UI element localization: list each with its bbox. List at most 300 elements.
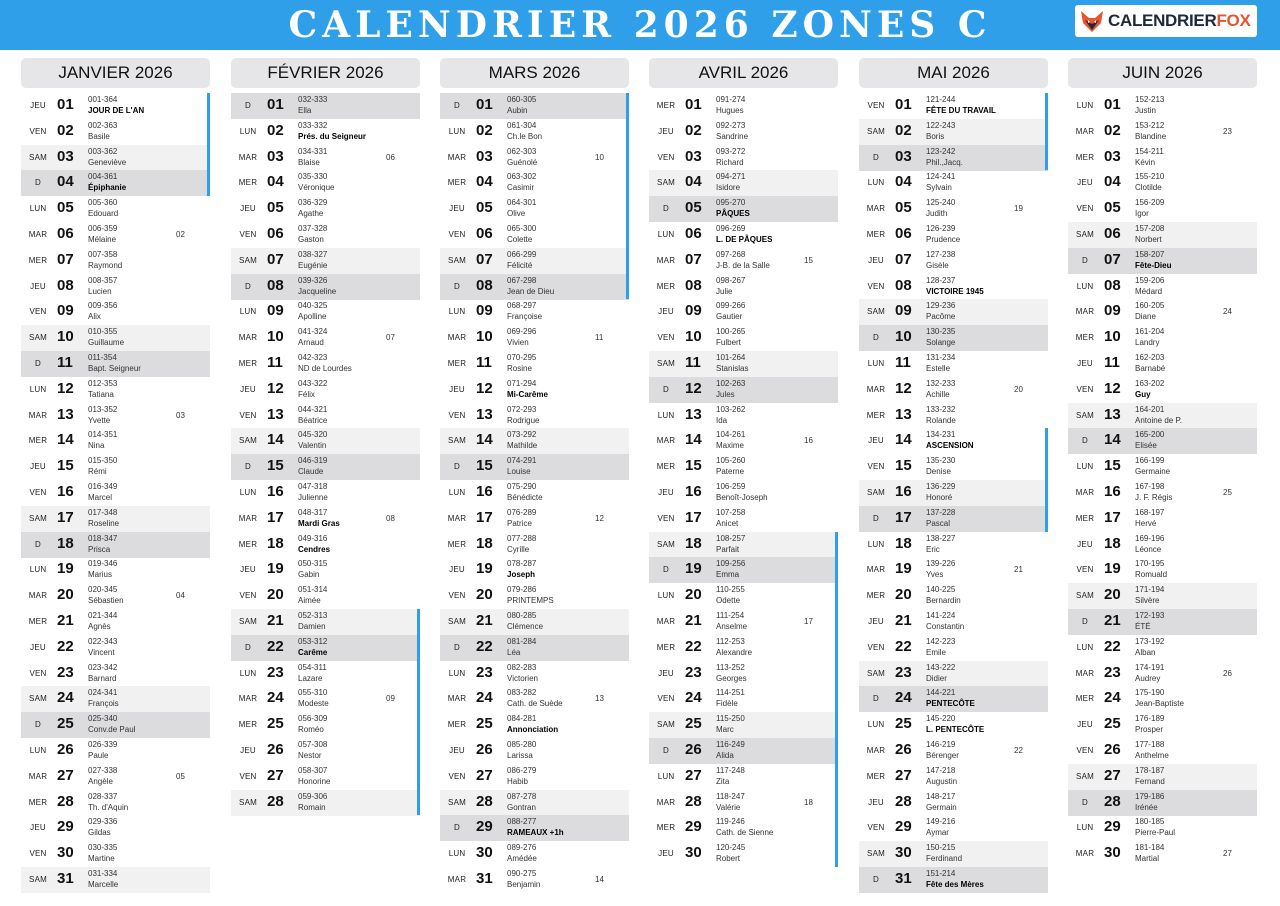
day-row: [859, 480, 1048, 506]
saint-name: Constantin: [926, 622, 965, 631]
weekday-label: LUN: [239, 668, 257, 678]
day-number: 22: [476, 637, 493, 655]
day-row: [859, 299, 1048, 325]
day-index-code: 136-229: [926, 482, 956, 491]
day-row: [231, 93, 420, 119]
weekday-label: D: [873, 875, 879, 884]
header-bar: [0, 0, 1280, 50]
day-row: [1068, 738, 1257, 764]
weekday-label: D: [873, 333, 879, 343]
week-number: 22: [1014, 746, 1023, 755]
day-index-code: 018-347: [88, 533, 118, 543]
day-index-code: 017-348: [88, 507, 118, 517]
day-number: 24: [476, 689, 493, 707]
weekday-label: MER: [28, 617, 48, 626]
saint-name: Parfait: [716, 544, 740, 554]
day-number: 21: [57, 612, 74, 629]
weekday-label: SAM: [657, 359, 675, 368]
weekday-label: SAM: [867, 668, 885, 678]
weekday-label: MER: [28, 797, 48, 807]
day-number: 13: [476, 405, 493, 423]
weekday-label: SAM: [1076, 410, 1094, 420]
saint-name: Prisca: [88, 544, 111, 554]
day-index-code: 049-316: [298, 533, 328, 543]
saint-name: Martine: [88, 854, 115, 864]
weekday-label: LUN: [448, 307, 466, 317]
saint-name: Estelle: [926, 364, 951, 373]
day-row: [231, 119, 420, 145]
day-row: [649, 248, 838, 274]
weekday-label: VEN: [448, 771, 466, 781]
weekday-label: SAM: [239, 617, 257, 626]
day-index-code: 137-228: [926, 507, 956, 517]
saint-name: Françoise: [507, 312, 543, 322]
weekday-label: LUN: [657, 591, 675, 601]
saint-name: Félix: [298, 389, 315, 399]
saint-name: Sylvain: [926, 183, 952, 193]
day-index-code: 121-244: [926, 95, 956, 104]
day-number: 17: [895, 508, 912, 526]
weekday-label: D: [873, 152, 879, 162]
saint-name: Lazare: [298, 673, 323, 683]
day-index-code: 057-308: [298, 740, 328, 749]
day-row: [231, 712, 420, 738]
day-row: [440, 661, 629, 687]
day-number: 20: [57, 586, 74, 604]
day-number: 22: [895, 637, 912, 655]
day-index-code: 044-321: [298, 404, 328, 414]
saint-name: Vincent: [88, 647, 115, 657]
saint-name: Valérie: [716, 802, 741, 812]
saint-name: Ida: [716, 415, 728, 425]
week-number: 09: [386, 694, 395, 704]
week-number: 13: [595, 694, 604, 704]
day-row: [859, 686, 1048, 712]
day-number: 04: [895, 173, 912, 191]
saint-name: Jules: [716, 389, 735, 399]
saint-name: Eugénie: [298, 260, 328, 270]
day-row: [21, 635, 210, 661]
day-number: 02: [57, 121, 74, 139]
day-row: [1068, 841, 1257, 867]
weekday-label: MAR: [866, 384, 886, 394]
weekday-label: SAM: [867, 126, 885, 136]
saint-name: Georges: [716, 673, 747, 683]
day-number: 20: [1104, 586, 1121, 604]
weekday-label: LUN: [1076, 462, 1094, 472]
day-row: [1068, 403, 1257, 429]
day-row: [649, 377, 838, 403]
day-row: [231, 145, 420, 171]
weekday-label: JEU: [30, 281, 46, 291]
day-number: 19: [267, 560, 284, 578]
day-number: 23: [476, 663, 493, 681]
saint-name: PRINTEMPS: [507, 596, 554, 606]
day-row: [440, 867, 629, 893]
day-index-code: 084-281: [507, 714, 537, 724]
weekday-label: SAM: [29, 152, 47, 162]
day-number: 27: [895, 766, 912, 784]
day-number: 14: [57, 431, 74, 449]
day-index-code: 145-220: [926, 714, 956, 724]
day-row: [21, 661, 210, 687]
day-row: [649, 93, 838, 119]
day-number: 03: [1104, 147, 1121, 165]
saint-name: Bapt. Seigneur: [88, 364, 141, 373]
saint-name: Claude: [298, 467, 324, 477]
day-row: [231, 764, 420, 790]
day-number: 18: [1104, 534, 1121, 552]
day-row: [21, 222, 210, 248]
day-index-code: 144-221: [926, 688, 956, 698]
day-row: [1068, 274, 1257, 300]
day-index-code: 043-322: [298, 378, 328, 388]
month-column-mars: [440, 58, 629, 889]
weekday-label: LUN: [448, 849, 466, 859]
day-row: [649, 325, 838, 351]
day-row: [859, 609, 1048, 635]
weekday-label: MAR: [28, 410, 48, 420]
day-number: 07: [895, 250, 912, 268]
day-number: 30: [895, 844, 912, 862]
saint-name: Jean-Baptiste: [1135, 699, 1184, 709]
day-row: [440, 635, 629, 661]
month-column-fevrier: [231, 58, 420, 812]
saint-name: Robert: [716, 854, 741, 864]
weekday-label: LUN: [29, 204, 47, 214]
day-row: [859, 119, 1048, 145]
day-number: 05: [476, 199, 493, 217]
day-index-code: 088-277: [507, 817, 537, 827]
day-number: 26: [685, 741, 702, 758]
day-number: 17: [685, 508, 702, 526]
weekday-label: LUN: [1076, 281, 1094, 291]
day-index-code: 007-358: [88, 249, 118, 259]
day-number: 29: [1104, 818, 1121, 836]
day-index-code: 037-328: [298, 224, 328, 233]
saint-name: Rémi: [88, 467, 107, 477]
day-row: [859, 815, 1048, 841]
saint-name: Martial: [1135, 854, 1160, 864]
day-row: [231, 170, 420, 196]
day-index-code: 081-284: [507, 636, 537, 646]
saint-name: J-B. de la Salle: [716, 260, 770, 270]
weekday-label: VEN: [867, 642, 885, 652]
day-index-code: 098-267: [716, 275, 746, 285]
day-row: [1068, 454, 1257, 480]
day-row: [649, 119, 838, 145]
day-index-code: 076-289: [507, 507, 537, 517]
day-number: 08: [57, 276, 74, 294]
day-number: 01: [476, 96, 493, 113]
saint-name: Agathe: [298, 209, 324, 219]
weekday-label: SAM: [448, 617, 466, 626]
day-number: 06: [685, 225, 702, 242]
weekday-label: JEU: [1077, 720, 1093, 730]
saint-name: Léonce: [1135, 544, 1162, 554]
day-number: 30: [1104, 844, 1121, 862]
day-number: 07: [267, 250, 284, 268]
day-index-code: 050-315: [298, 559, 328, 569]
day-number: 10: [476, 328, 493, 346]
day-row: [440, 583, 629, 609]
day-index-code: 166-199: [1135, 456, 1165, 466]
day-number: 09: [57, 302, 74, 320]
weekday-label: VEN: [867, 462, 885, 472]
day-row: [1068, 325, 1257, 351]
day-index-code: 071-294: [507, 378, 537, 388]
day-index-code: 172-193: [1135, 611, 1165, 620]
day-row: [21, 196, 210, 222]
weekday-label: JEU: [868, 436, 884, 446]
day-number: 28: [267, 792, 284, 810]
day-index-code: 068-297: [507, 301, 537, 311]
day-index-code: 143-222: [926, 662, 956, 672]
day-index-code: 020-345: [88, 585, 118, 595]
weekday-label: D: [454, 281, 460, 291]
saint-name: Blaise: [298, 157, 320, 167]
day-index-code: 181-184: [1135, 843, 1165, 853]
day-row: [859, 377, 1048, 403]
day-row: [231, 686, 420, 712]
weekday-label: D: [1082, 797, 1088, 807]
saint-name: Annonciation: [507, 725, 559, 735]
week-number: 06: [386, 152, 395, 162]
day-number: 29: [895, 818, 912, 836]
day-number: 22: [57, 637, 74, 655]
day-index-code: 053-312: [298, 636, 328, 646]
saint-name: Anicet: [716, 518, 739, 528]
weekday-label: MER: [656, 101, 676, 110]
day-number: 18: [685, 534, 702, 552]
day-index-code: 056-309: [298, 714, 328, 724]
saint-name: Basile: [88, 131, 110, 141]
week-number: 11: [595, 333, 604, 343]
weekday-label: MAR: [447, 694, 467, 704]
day-index-code: 024-341: [88, 688, 118, 698]
day-index-code: 055-310: [298, 688, 328, 698]
day-index-code: 116-249: [716, 740, 745, 749]
day-row: [859, 325, 1048, 351]
day-number: 01: [1104, 96, 1121, 113]
weekday-label: MER: [1075, 333, 1095, 343]
day-index-code: 029-336: [88, 817, 118, 827]
weekday-label: LUN: [239, 126, 257, 136]
day-number: 26: [895, 741, 912, 758]
day-number: 18: [57, 534, 74, 552]
day-index-code: 067-298: [507, 275, 537, 285]
day-index-code: 177-188: [1135, 740, 1165, 749]
day-index-code: 094-271: [716, 172, 746, 182]
day-row: [21, 403, 210, 429]
weekday-label: MER: [447, 539, 467, 549]
day-row: [21, 712, 210, 738]
day-index-code: 032-333: [298, 95, 328, 104]
saint-name: Agnès: [88, 622, 111, 631]
weekday-label: VEN: [239, 771, 257, 781]
weekday-label: LUN: [1076, 101, 1094, 110]
day-number: 13: [1104, 405, 1121, 423]
week-number: 03: [176, 410, 185, 420]
day-number: 23: [685, 663, 702, 681]
saint-name: Aymar: [926, 828, 949, 838]
saint-name: Paterne: [716, 467, 745, 477]
day-row: [440, 712, 629, 738]
saint-name: Edouard: [88, 209, 119, 219]
day-row: [21, 532, 210, 558]
day-number: 21: [476, 612, 493, 629]
weekday-label: JEU: [658, 668, 674, 678]
weekday-label: MAR: [1075, 668, 1095, 678]
day-row: [1068, 764, 1257, 790]
day-index-code: 062-303: [507, 146, 537, 156]
day-index-code: 091-274: [716, 95, 746, 104]
saint-name: Kévin: [1135, 157, 1156, 167]
weekday-label: MER: [447, 178, 467, 188]
week-number: 23: [1223, 126, 1232, 136]
day-index-code: 159-206: [1135, 275, 1165, 285]
day-index-code: 080-285: [507, 611, 537, 620]
day-row: [649, 196, 838, 222]
saint-name: Prudence: [926, 235, 961, 244]
day-index-code: 086-279: [507, 765, 537, 775]
saint-name: Félicité: [507, 260, 533, 270]
saint-name: Arnaud: [298, 338, 324, 348]
weekday-label: VEN: [29, 126, 47, 136]
saint-name: Alexandre: [716, 647, 753, 657]
day-row: [649, 532, 838, 558]
day-number: 23: [267, 663, 284, 681]
weekday-label: LUN: [657, 771, 675, 781]
weekday-label: MAR: [447, 152, 467, 162]
day-number: 13: [895, 405, 912, 423]
day-index-code: 104-261: [716, 430, 746, 440]
day-number: 12: [895, 379, 912, 397]
day-row: [231, 351, 420, 377]
day-number: 28: [895, 792, 912, 810]
day-number: 07: [57, 250, 74, 268]
day-row: [231, 661, 420, 687]
day-row: [440, 764, 629, 790]
day-index-code: 111-254: [716, 611, 745, 620]
day-index-code: 095-270: [716, 198, 746, 208]
saint-name: Romuald: [1135, 570, 1168, 580]
day-number: 28: [685, 792, 702, 810]
day-row: [859, 557, 1048, 583]
day-row: [440, 274, 629, 300]
saint-name: Justin: [1135, 106, 1156, 115]
weekday-label: MER: [656, 281, 676, 291]
day-number: 30: [685, 844, 702, 862]
day-row: [859, 93, 1048, 119]
month-header: FÉVRIER 2026: [231, 58, 420, 88]
school-holiday-bar: [835, 532, 838, 867]
day-index-code: 133-232: [926, 404, 956, 414]
saint-name: Yvette: [88, 415, 111, 425]
day-row: [859, 583, 1048, 609]
day-row: [649, 351, 838, 377]
weekday-label: D: [454, 101, 460, 110]
day-row: [440, 480, 629, 506]
saint-name: Eric: [926, 544, 940, 554]
week-number: 07: [386, 333, 395, 343]
day-row: [21, 480, 210, 506]
weekday-label: JEU: [868, 617, 884, 626]
day-row: [649, 299, 838, 325]
saint-name: Gautier: [716, 312, 743, 322]
saint-name: Mardi Gras: [298, 518, 340, 528]
day-number: 19: [1104, 560, 1121, 578]
day-number: 06: [895, 225, 912, 242]
week-number: 14: [595, 875, 604, 884]
fox-head-icon: [1079, 9, 1105, 33]
saint-name: Cendres: [298, 544, 331, 554]
day-row: [649, 454, 838, 480]
day-row: [1068, 661, 1257, 687]
day-row: [1068, 145, 1257, 171]
day-number: 31: [895, 870, 912, 887]
saint-name: Gontran: [507, 802, 536, 812]
day-number: 05: [895, 199, 912, 217]
weekday-label: LUN: [29, 746, 47, 755]
day-row: [21, 119, 210, 145]
saint-name: L. PENTECÔTE: [926, 725, 985, 735]
day-index-code: 140-225: [926, 585, 956, 595]
page-title: CALENDRIER 2026 ZONES C: [288, 4, 992, 46]
day-index-code: 128-237: [926, 275, 956, 285]
day-index-code: 178-187: [1135, 765, 1165, 775]
day-number: 23: [895, 663, 912, 681]
day-number: 02: [267, 121, 284, 139]
saint-name: Apolline: [298, 312, 327, 322]
day-row: [21, 377, 210, 403]
day-number: 07: [1104, 250, 1121, 268]
day-row: [1068, 196, 1257, 222]
day-row: [649, 609, 838, 635]
day-number: 21: [895, 612, 912, 629]
day-number: 18: [895, 534, 912, 552]
day-row: [859, 403, 1048, 429]
day-row: [649, 274, 838, 300]
day-row: [231, 583, 420, 609]
day-row: [859, 738, 1048, 764]
day-number: 19: [685, 560, 702, 578]
day-index-code: 033-332: [298, 120, 328, 130]
day-index-code: 174-191: [1135, 662, 1165, 672]
weekday-label: JEU: [868, 797, 884, 807]
saint-name: Aimée: [298, 596, 321, 606]
week-number: 17: [804, 617, 813, 626]
saint-name: Cath. de Sienne: [716, 828, 774, 838]
day-number: 01: [267, 96, 284, 113]
saint-name: Cath. de Suède: [507, 699, 563, 709]
day-index-code: 115-250: [716, 714, 745, 724]
day-row: [231, 480, 420, 506]
saint-name: Julienne: [298, 493, 328, 502]
day-number: 27: [476, 766, 493, 784]
weekday-label: JEU: [30, 101, 46, 110]
saint-name: Paule: [88, 751, 109, 760]
day-number: 11: [57, 354, 73, 371]
month-header: JUIN 2026: [1068, 58, 1257, 88]
weekday-label: SAM: [657, 539, 675, 549]
saint-name: Gisèle: [926, 260, 949, 270]
day-index-code: 085-280: [507, 740, 537, 749]
weekday-label: JEU: [1077, 178, 1093, 188]
day-number: 17: [267, 508, 284, 526]
saint-name: François: [88, 699, 119, 709]
saint-name: Béatrice: [298, 415, 328, 425]
